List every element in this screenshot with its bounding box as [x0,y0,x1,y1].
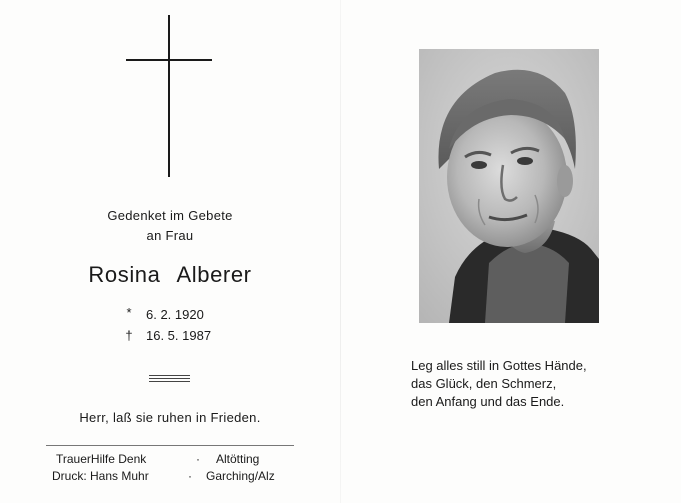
printer-town: Garching/Alz [206,469,275,483]
card-fold [340,0,341,503]
death-date: 16. 5. 1987 [146,328,212,343]
cross-vertical-bar [168,15,170,177]
portrait-photo [419,49,599,323]
footer-line-1 [46,452,296,468]
last-name: Alberer [176,262,252,287]
poem-line-1: Leg alles still in Gottes Hände, [411,358,587,373]
death-row [122,328,242,346]
printer-name: Druck: Hans Muhr [52,469,149,483]
footer-line-2 [46,469,296,485]
footer-separator-2: · [188,469,192,483]
funeral-service-town: Altötting [216,452,260,466]
ornament-line-middle [149,378,190,379]
dagger-icon: † [125,328,133,343]
poem [411,357,641,411]
footer-rule [46,445,294,446]
birth-date: 6. 2. 1920 [146,307,204,322]
first-name: Rosina [88,262,161,287]
footer-separator-1: · [196,452,200,466]
ornament-line-bottom [149,381,190,382]
prayer-text: Herr, laß sie ruhen in Frieden. [79,410,261,425]
poem-line-2: das Glück, den Schmerz, [411,376,557,391]
birth-row [122,307,242,325]
cross-horizontal-bar [126,59,212,61]
poem-line-3: den Anfang und das Ende. [411,394,565,409]
deceased-name [50,262,290,288]
funeral-service-name: TrauerHilfe Denk [56,452,147,466]
gedenket-text: Gedenket im Gebete [107,208,233,223]
birth-star-icon: * [126,305,132,320]
ornament-line-top [149,375,190,376]
an-frau-text: an Frau [146,228,194,243]
